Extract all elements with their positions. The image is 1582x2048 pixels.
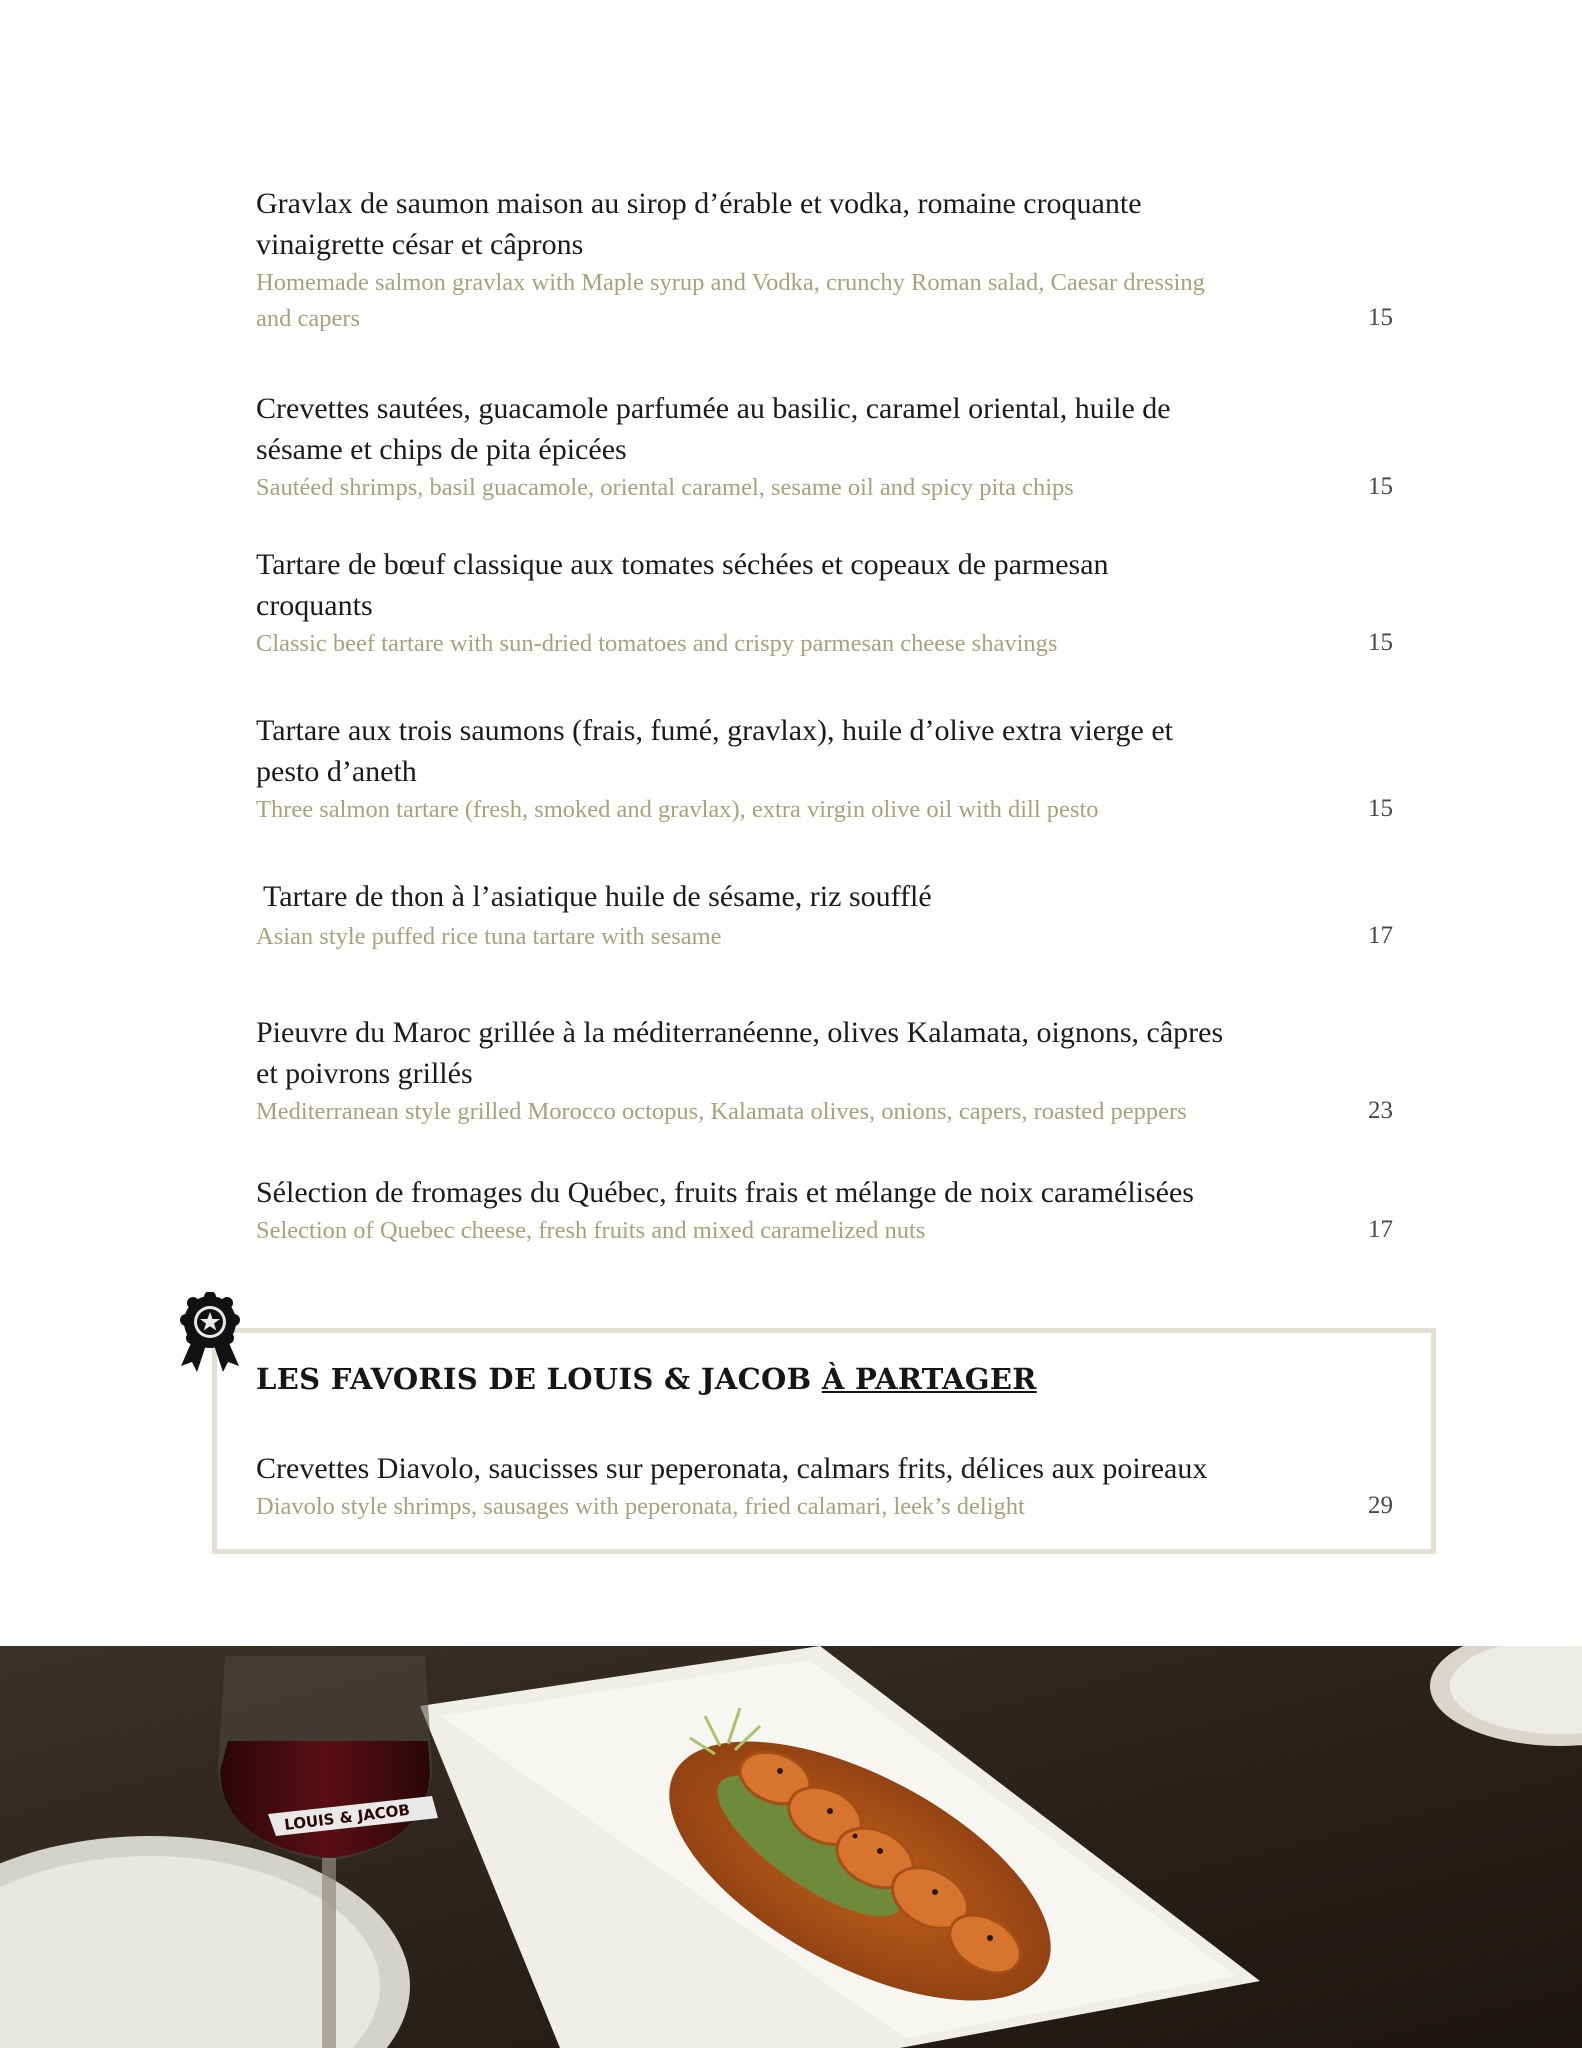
glass-logo-text: LOUIS & JACOB bbox=[283, 1800, 411, 1834]
award-ribbon-icon bbox=[175, 1292, 245, 1374]
item-price: 29 bbox=[1368, 1492, 1393, 1519]
menu-item-tartare-saumons bbox=[256, 710, 1396, 828]
item-description-en: Asian style puffed rice tuna tartare with sesame bbox=[256, 923, 722, 950]
item-price: 15 bbox=[1368, 304, 1393, 331]
menu-item-tartare-thon bbox=[256, 876, 1396, 955]
menu-item-tartare-boeuf bbox=[256, 544, 1396, 662]
item-description-en: Diavolo style shrimps, sausages with peperonata, fried calamari, leek’s delight bbox=[256, 1493, 1025, 1520]
item-title-fr: Gravlax de saumon maison au sirop d’érable et vodka, romaine croquante bbox=[256, 187, 1142, 220]
favorites-heading-main: LES FAVORIS DE LOUIS & JACOB bbox=[256, 1362, 822, 1396]
item-description-en: Selection of Quebec cheese, fresh fruits and mixed caramelized nuts bbox=[256, 1217, 926, 1244]
item-title-fr: Tartare de bœuf classique aux tomates séchées et copeaux de parmesan bbox=[256, 548, 1109, 581]
item-title-fr: Tartare aux trois saumons (frais, fumé, gravlax), huile d’olive extra vierge et bbox=[256, 714, 1174, 747]
item-title-fr: et poivrons grillés bbox=[256, 1057, 473, 1090]
item-price: 17 bbox=[1368, 922, 1393, 949]
favorites-heading-underlined: À PARTAGER bbox=[821, 1362, 1037, 1396]
item-description-en: and capers bbox=[256, 305, 361, 332]
item-title-fr: sésame et chips de pita épicées bbox=[256, 433, 627, 466]
item-description-en: Three salmon tartare (fresh, smoked and gravlax), extra virgin olive oil with dill pesto bbox=[256, 796, 1099, 823]
item-description-en: Mediterranean style grilled Morocco octopus, Kalamata olives, onions, capers, roasted peppers bbox=[256, 1098, 1187, 1125]
item-price: 17 bbox=[1368, 1216, 1393, 1243]
item-price: 15 bbox=[1368, 795, 1393, 822]
menu-item-fromages bbox=[256, 1172, 1396, 1249]
favorites-heading bbox=[256, 1362, 1037, 1396]
item-title-fr: vinaigrette césar et câprons bbox=[256, 228, 584, 261]
item-title-fr: Crevettes Diavolo, saucisses sur peperonata, calmars frits, délices aux poireaux bbox=[256, 1452, 1208, 1485]
menu-item-crevettes-sautees bbox=[256, 388, 1396, 506]
menu-item-pieuvre bbox=[256, 1012, 1396, 1130]
item-title-fr: croquants bbox=[256, 589, 373, 622]
item-description-en: Classic beef tartare with sun-dried tomatoes and crispy parmesan cheese shavings bbox=[256, 630, 1058, 657]
item-title-fr: Tartare de thon à l’asiatique huile de sésame, riz soufflé bbox=[256, 880, 932, 913]
item-description-en: Homemade salmon gravlax with Maple syrup and Vodka, crunchy Roman salad, Caesar dressing bbox=[256, 269, 1205, 296]
menu-item-favoris bbox=[256, 1448, 1396, 1525]
item-price: 15 bbox=[1368, 629, 1393, 656]
item-title-fr: Sélection de fromages du Québec, fruits frais et mélange de noix caramélisées bbox=[256, 1176, 1194, 1209]
food-photo bbox=[0, 1646, 1582, 2048]
item-title-fr: Crevettes sautées, guacamole parfumée au basilic, caramel oriental, huile de bbox=[256, 392, 1171, 425]
menu-item-gravlax bbox=[256, 183, 1396, 337]
item-price: 23 bbox=[1368, 1097, 1393, 1124]
item-description-en: Sautéed shrimps, basil guacamole, oriental caramel, sesame oil and spicy pita chips bbox=[256, 474, 1074, 501]
item-title-fr: pesto d’aneth bbox=[256, 755, 417, 788]
item-price: 15 bbox=[1368, 473, 1393, 500]
item-title-fr: Pieuvre du Maroc grillée à la méditerranéenne, olives Kalamata, oignons, câpres bbox=[256, 1016, 1224, 1049]
